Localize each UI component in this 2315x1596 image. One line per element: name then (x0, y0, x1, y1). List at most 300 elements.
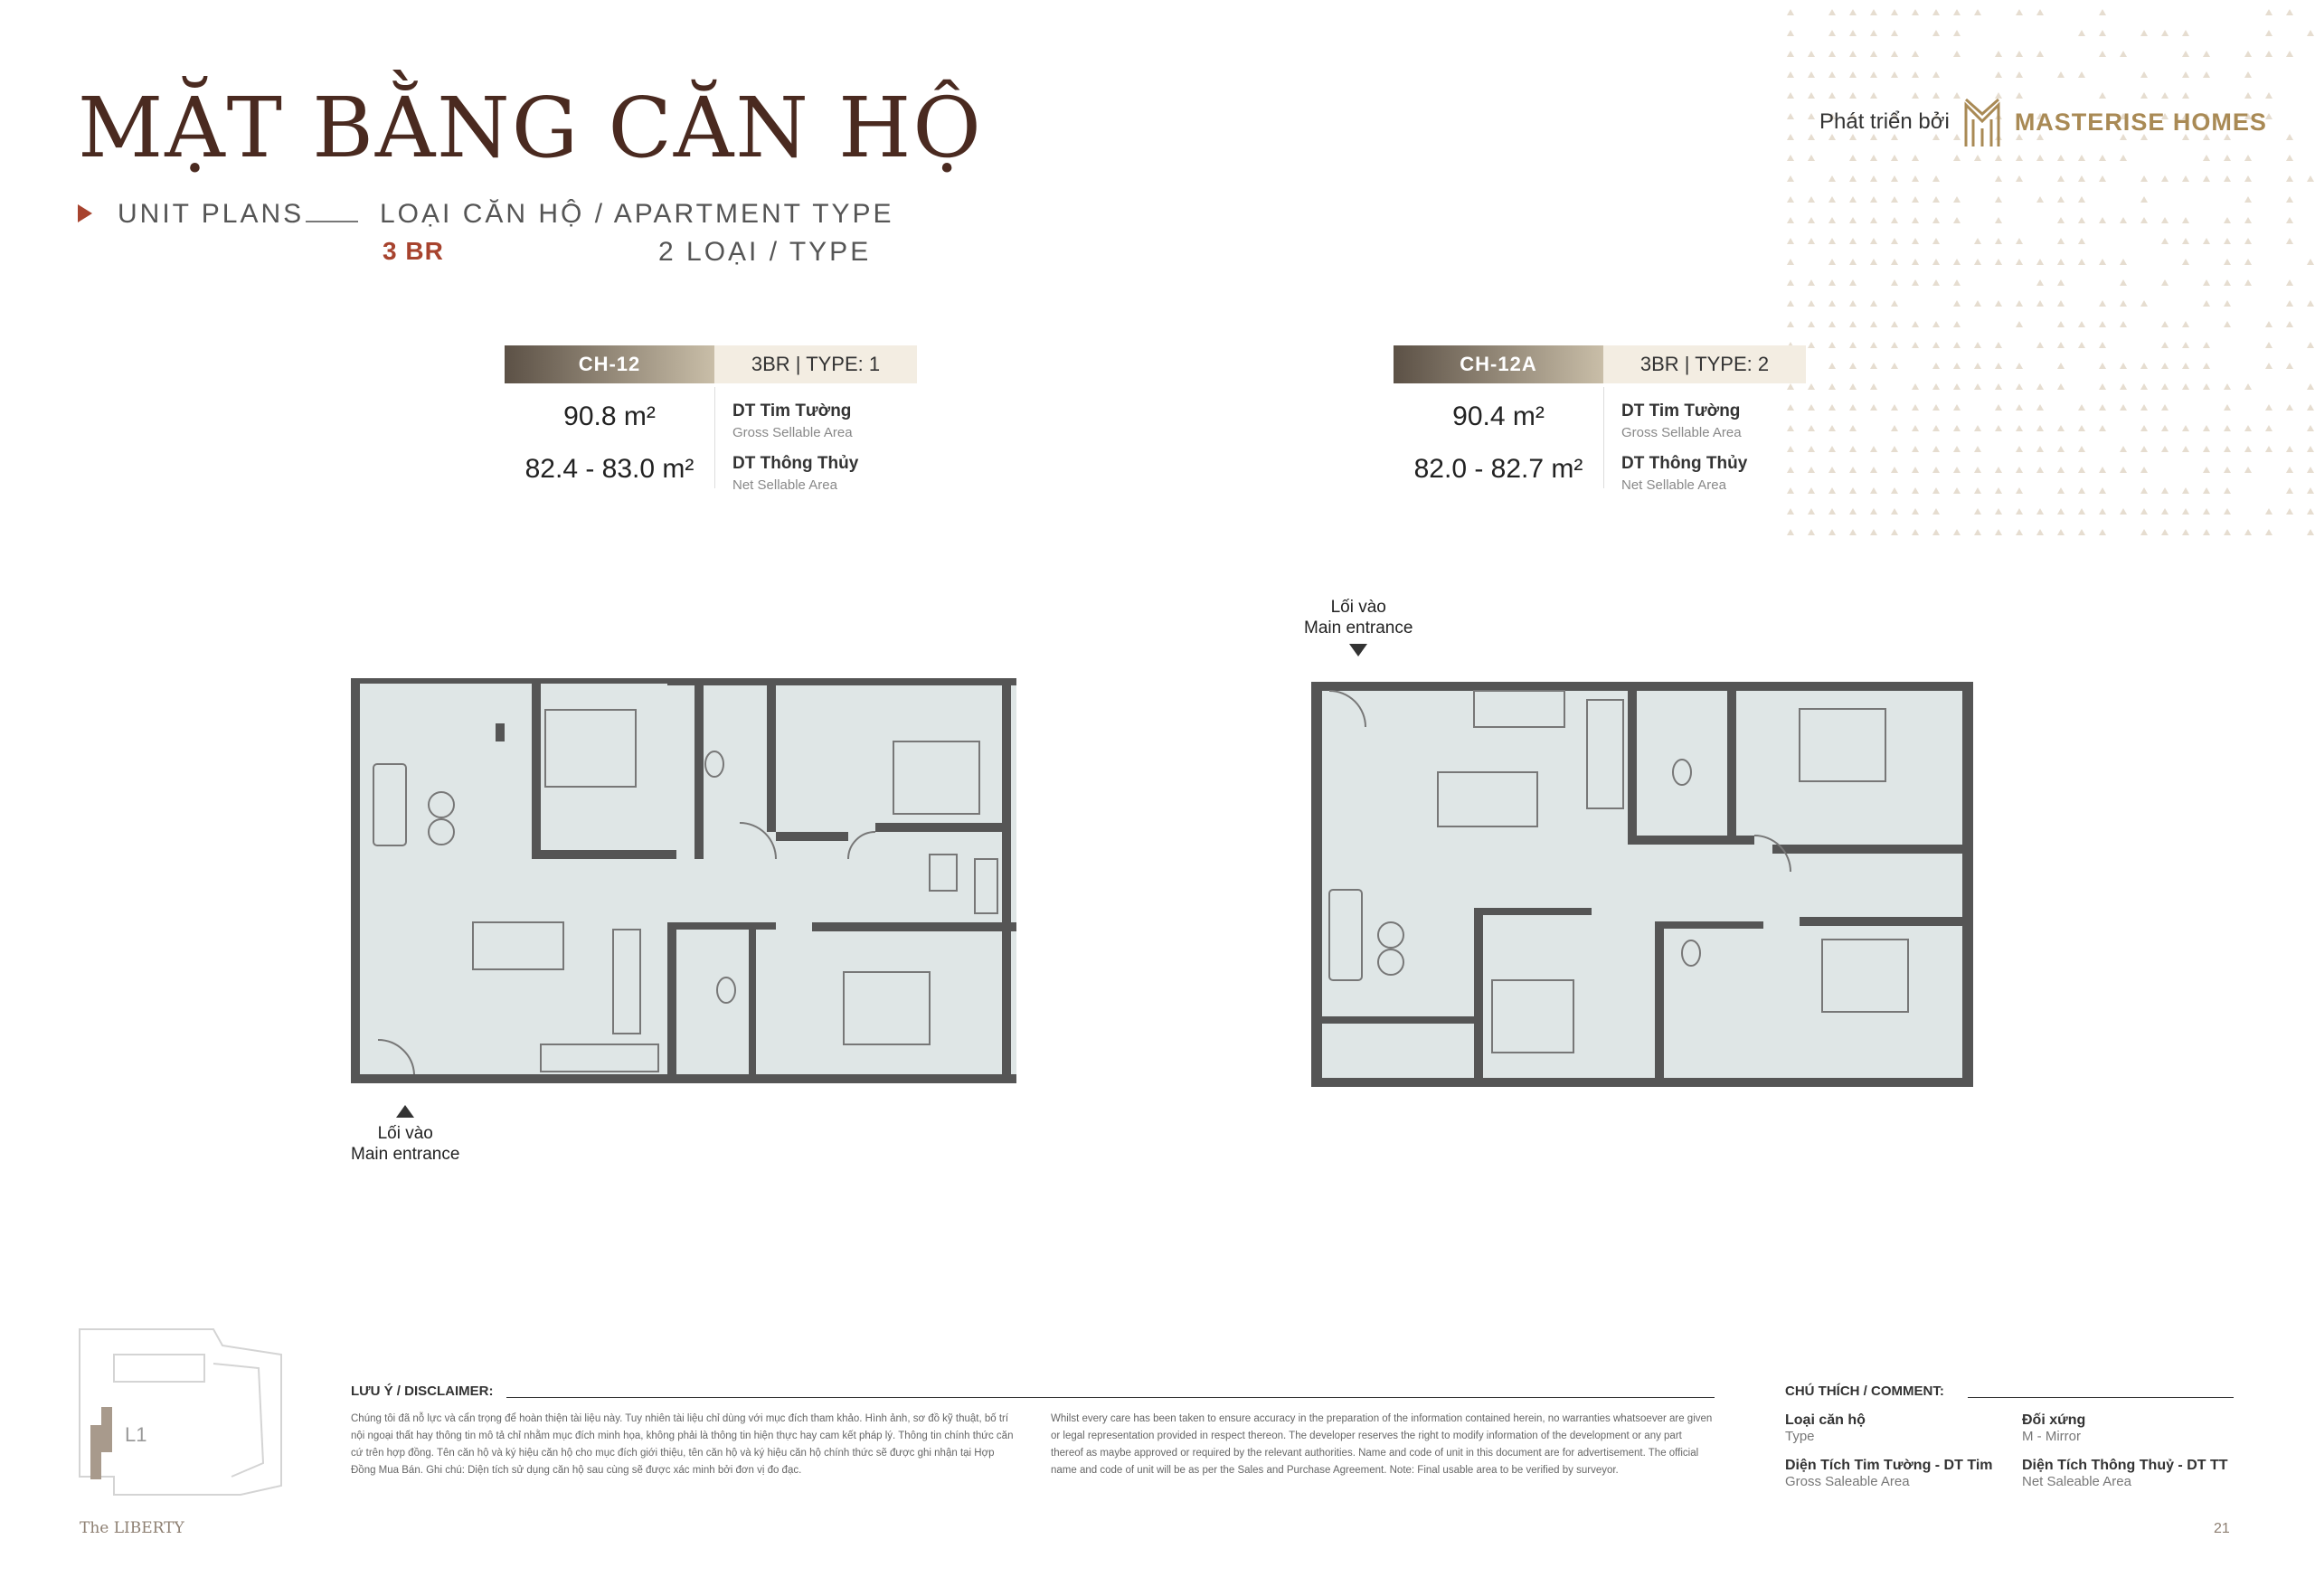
decorative-dot (2140, 529, 2148, 535)
decorative-dot (2078, 321, 2085, 327)
divider (1603, 387, 1604, 488)
decorative-dot (1995, 71, 2002, 78)
decorative-dot (2099, 321, 2106, 327)
decorative-dot (2161, 175, 2169, 182)
decorative-dot (2182, 383, 2189, 390)
decorative-dot (2140, 425, 2148, 431)
decorative-dot (2224, 238, 2231, 244)
project-name: The LIBERTY (80, 1519, 184, 1537)
decorative-dot (1787, 300, 1794, 307)
decorative-dot (1828, 508, 1836, 515)
decorative-dot (1912, 467, 1919, 473)
decorative-dot (2057, 383, 2065, 390)
decorative-dot (2016, 425, 2023, 431)
decorative-dot (1828, 259, 1836, 265)
key-plan-label: L1 (125, 1423, 147, 1446)
decorative-dot (2203, 425, 2210, 431)
legend-item-net-area (2022, 1458, 2228, 1489)
decorative-dot (1912, 9, 1919, 15)
decorative-dot (1953, 9, 1961, 15)
decorative-dot (1891, 51, 1898, 57)
decorative-dot (1808, 155, 1815, 161)
decorative-dot (2286, 508, 2293, 515)
decorative-dot (2307, 529, 2314, 535)
decorative-dot (2307, 446, 2314, 452)
decorative-dot (1932, 508, 1940, 515)
decorative-dot (1870, 529, 1877, 535)
decorative-dot (2286, 487, 2293, 494)
decorative-dot (1891, 446, 1898, 452)
decorative-dot (2140, 383, 2148, 390)
decorative-dot (2078, 259, 2085, 265)
decorative-dot (2099, 467, 2106, 473)
decorative-dot (1787, 196, 1794, 203)
decorative-dot (2078, 467, 2085, 473)
decorative-dot (1953, 404, 1961, 411)
decorative-dot (1995, 363, 2002, 369)
decorative-dot (1808, 279, 1815, 286)
decorative-dot (2016, 446, 2023, 452)
decorative-dot (2099, 383, 2106, 390)
decorative-dot (2120, 155, 2127, 161)
decorative-dot (2307, 342, 2314, 348)
decorative-dot (1787, 155, 1794, 161)
decorative-dot (2099, 425, 2106, 431)
decorative-dot (1849, 71, 1857, 78)
decorative-dot (1953, 279, 1961, 286)
decorative-dot (2099, 30, 2106, 36)
gross-area-value: 90.8 m² (563, 401, 656, 431)
decorative-dot (1891, 487, 1898, 494)
decorative-dot (2016, 321, 2023, 327)
decorative-dot (1891, 425, 1898, 431)
decorative-dot (1787, 529, 1794, 535)
decorative-dot (1932, 487, 1940, 494)
building-key-plan (78, 1327, 286, 1499)
decorative-dot (2244, 446, 2252, 452)
decorative-dot (2182, 71, 2189, 78)
decorative-dot (1974, 508, 1981, 515)
decorative-dot (2161, 363, 2169, 369)
decorative-dot (2140, 467, 2148, 473)
decorative-dot (1912, 342, 1919, 348)
decorative-dot (2036, 508, 2044, 515)
play-arrow-icon (78, 204, 92, 222)
entrance-label-vi: Lối vào (377, 1124, 433, 1143)
decorative-dot (1932, 467, 1940, 473)
decorative-dot (1912, 175, 1919, 182)
decorative-dot (1912, 446, 1919, 452)
decorative-dot (1828, 467, 1836, 473)
decorative-dot (1870, 508, 1877, 515)
net-area-value: 82.4 - 83.0 m² (524, 454, 694, 484)
unit-type: 3BR | TYPE: 1 (714, 345, 917, 383)
decorative-dot (2286, 279, 2293, 286)
decorative-dot (2016, 467, 2023, 473)
decorative-dot (2286, 404, 2293, 411)
decorative-dot (1891, 279, 1898, 286)
decorative-dot (2078, 30, 2085, 36)
decorative-dot (2224, 175, 2231, 182)
decorative-dot (1808, 71, 1815, 78)
decorative-dot (2078, 404, 2085, 411)
decorative-dot (2224, 508, 2231, 515)
decorative-dot (1891, 71, 1898, 78)
decorative-dot (1808, 51, 1815, 57)
decorative-dot (1849, 238, 1857, 244)
decorative-dot (1849, 404, 1857, 411)
decorative-dot (1912, 321, 1919, 327)
decorative-dot (2140, 446, 2148, 452)
decorative-dot (2120, 51, 2127, 57)
decorative-dot (1974, 363, 1981, 369)
decorative-dot (2307, 487, 2314, 494)
decorative-dot (2161, 529, 2169, 535)
decorative-dot (2078, 508, 2085, 515)
decorative-dot (2161, 404, 2169, 411)
decorative-dot (1787, 321, 1794, 327)
decorative-dot (2286, 9, 2293, 15)
decorative-dot (2078, 155, 2085, 161)
entrance-label-vi: Lối vào (1330, 598, 1386, 617)
decorative-dot (2265, 529, 2272, 535)
decorative-dot (2203, 238, 2210, 244)
decorative-dot (1912, 196, 1919, 203)
decorative-dot (2203, 383, 2210, 390)
triangle-down-icon (1349, 644, 1367, 656)
decorative-dot (2161, 30, 2169, 36)
decorative-dot (1912, 425, 1919, 431)
decorative-dot (2036, 279, 2044, 286)
decorative-dot (1974, 446, 1981, 452)
decorative-dot (1849, 9, 1857, 15)
decorative-dot (1808, 92, 1815, 99)
decorative-dot (1808, 196, 1815, 203)
decorative-dot (1995, 404, 2002, 411)
decorative-dot (2307, 383, 2314, 390)
decorative-dot (2244, 196, 2252, 203)
decorative-dot (2203, 467, 2210, 473)
decorative-dot (2016, 238, 2023, 244)
decorative-dot (1953, 30, 1961, 36)
decorative-dot (2057, 529, 2065, 535)
decorative-dot (2224, 467, 2231, 473)
decorative-dot (2182, 30, 2189, 36)
decorative-dot (1891, 30, 1898, 36)
decorative-dot (1828, 30, 1836, 36)
decorative-dot (2244, 175, 2252, 182)
decorative-dot (2224, 425, 2231, 431)
decorative-dot (1891, 321, 1898, 327)
brand-name: MASTERISE HOMES (2014, 108, 2267, 136)
decorative-dot (2120, 279, 2127, 286)
decorative-dot (1912, 51, 1919, 57)
decorative-dot (1912, 487, 1919, 494)
decorative-dot (1995, 467, 2002, 473)
unit-code: CH-12 (505, 345, 714, 383)
decorative-dot (2161, 238, 2169, 244)
decorative-dot (1828, 363, 1836, 369)
decorative-dot (1808, 134, 1815, 140)
decorative-dot (1932, 363, 1940, 369)
decorative-dot (1870, 51, 1877, 57)
decorative-dot (1891, 300, 1898, 307)
decorative-dot (1974, 425, 1981, 431)
unit-info-ch-12 (505, 345, 921, 499)
page-number: 21 (2214, 1521, 2230, 1536)
decorative-dot (2203, 155, 2210, 161)
decorative-dot (1932, 238, 1940, 244)
decorative-dot (1995, 487, 2002, 494)
decorative-dot (1953, 342, 1961, 348)
decorative-dot (2036, 51, 2044, 57)
decorative-dot (2120, 404, 2127, 411)
decorative-dot (2120, 300, 2127, 307)
decorative-dot (2224, 155, 2231, 161)
decorative-dot (1849, 259, 1857, 265)
decorative-dot (2120, 363, 2127, 369)
decorative-dot (1808, 217, 1815, 223)
decorative-dot (1870, 342, 1877, 348)
decorative-dot (2120, 467, 2127, 473)
decorative-dot (1932, 446, 1940, 452)
comment-heading: CHÚ THÍCH / COMMENT: (1785, 1384, 1944, 1399)
decorative-dot (2016, 300, 2023, 307)
decorative-dot (2244, 238, 2252, 244)
decorative-dot (1932, 71, 1940, 78)
decorative-dot (1787, 259, 1794, 265)
decorative-dot (2265, 51, 2272, 57)
decorative-dot (2078, 71, 2085, 78)
decorative-dot (2016, 71, 2023, 78)
decorative-dot (2265, 30, 2272, 36)
legend-value: Net Saleable Area (2022, 1474, 2131, 1489)
decorative-dot (1953, 467, 1961, 473)
decorative-dot (2099, 342, 2106, 348)
decorative-dot (2182, 259, 2189, 265)
decorative-dot (1849, 529, 1857, 535)
decorative-dot (1953, 383, 1961, 390)
decorative-dot (1974, 467, 1981, 473)
legend-key: Diện Tích Thông Thuỷ - DT TT (2022, 1458, 2228, 1473)
decorative-dot (1932, 404, 1940, 411)
decorative-dot (2099, 363, 2106, 369)
decorative-dot (2286, 363, 2293, 369)
decorative-dot (2099, 529, 2106, 535)
decorative-dot (1995, 529, 2002, 535)
decorative-dot (2036, 425, 2044, 431)
decorative-dot (1891, 175, 1898, 182)
decorative-dot (1995, 196, 2002, 203)
decorative-dot (1891, 342, 1898, 348)
decorative-dot (1912, 155, 1919, 161)
decorative-dot (2161, 342, 2169, 348)
unit-code: CH-12A (1394, 345, 1603, 383)
decorative-dot (1787, 113, 1794, 119)
decorative-dot (2307, 425, 2314, 431)
decorative-dot (1974, 487, 1981, 494)
disclaimer-text-vi: Chúng tôi đã nỗ lực và cẩn trọng để hoàn thiện tài liệu này. Tuy nhiên tài liệu chỉ dùng với mục đích tham khảo. Hình ảnh, sơ đồ kỹ thuật, bố trí nội ngoại thất hay thông tin mô tả chỉ nhằm mục đích minh họa, không phải là thông tin hiện thực hay cam kết pháp lý. Thông tin chính thức căn cứ trên hợp đồng. Tên căn hộ và ký hiệu căn hộ cho mục đích giới thiệu, tên căn hộ và ký hiệu căn hộ chính thức sẽ được ghi nhận tại Hợp Đồng Mua Bán. Ghi chú: Diện tích sử dụng căn hộ sau cùng sẽ được xác minh bởi đơn vị đo đạc. (351, 1413, 1014, 1476)
legend-item-mirror (2022, 1412, 2085, 1444)
decorative-dot (2286, 238, 2293, 244)
decorative-dot (1912, 508, 1919, 515)
decorative-dot (2244, 51, 2252, 57)
decorative-dot (2078, 342, 2085, 348)
decorative-dot (2161, 446, 2169, 452)
decorative-dot (2099, 9, 2106, 15)
decorative-dot (1953, 259, 1961, 265)
decorative-dot (1995, 383, 2002, 390)
decorative-dot (1953, 196, 1961, 203)
triangle-up-icon (396, 1105, 414, 1118)
decorative-dot (2036, 404, 2044, 411)
decorative-dot (1995, 238, 2002, 244)
decorative-dot (1849, 383, 1857, 390)
decorative-dot (2161, 487, 2169, 494)
decorative-dot (2307, 508, 2314, 515)
decorative-dot (1828, 300, 1836, 307)
decorative-dot (1787, 51, 1794, 57)
decorative-dot (2078, 196, 2085, 203)
gross-area-label-en: Gross Sellable Area (732, 425, 853, 440)
decorative-dot (1932, 217, 1940, 223)
decorative-dot (1787, 30, 1794, 36)
decorative-dot (1870, 30, 1877, 36)
decorative-dot (2224, 259, 2231, 265)
decorative-dot (1828, 175, 1836, 182)
entrance-label-en: Main entrance (1304, 619, 1413, 637)
decorative-dot (2244, 467, 2252, 473)
decorative-dot (2161, 425, 2169, 431)
decorative-dot (2265, 363, 2272, 369)
decorative-dot (2099, 175, 2106, 182)
decorative-dot (1870, 446, 1877, 452)
decorative-dot (2265, 446, 2272, 452)
decorative-dot (2057, 508, 2065, 515)
decorative-dot (2078, 487, 2085, 494)
decorative-dot (2203, 175, 2210, 182)
decorative-dot (2016, 487, 2023, 494)
decorative-dot (2120, 321, 2127, 327)
decorative-dot (2286, 321, 2293, 327)
decorative-dot (2224, 300, 2231, 307)
decorative-dot (2203, 363, 2210, 369)
decorative-dot (2244, 383, 2252, 390)
decorative-dot (2224, 279, 2231, 286)
decorative-dot (2016, 383, 2023, 390)
decorative-dot (1953, 51, 1961, 57)
legend-item-type (1785, 1412, 1866, 1444)
decorative-dot (1849, 321, 1857, 327)
decorative-dot (2099, 487, 2106, 494)
decorative-dot (1828, 196, 1836, 203)
decorative-dot (2099, 259, 2106, 265)
decorative-dot (2120, 217, 2127, 223)
decorative-dot (2182, 446, 2189, 452)
decorative-dot (2161, 508, 2169, 515)
decorative-dot (2286, 300, 2293, 307)
decorative-dot (1849, 446, 1857, 452)
decorative-dot (1953, 217, 1961, 223)
decorative-dot (2182, 238, 2189, 244)
divider (306, 221, 358, 222)
decorative-dot (1870, 71, 1877, 78)
decorative-dot (2182, 425, 2189, 431)
unit-type: 3BR | TYPE: 2 (1603, 345, 1806, 383)
decorative-dot (2244, 155, 2252, 161)
decorative-dot (1912, 71, 1919, 78)
net-area-value: 82.0 - 82.7 m² (1413, 454, 1583, 484)
decorative-dot (2161, 217, 2169, 223)
decorative-dot (1849, 196, 1857, 203)
decorative-dot (1828, 383, 1836, 390)
decorative-dot (2078, 446, 2085, 452)
decorative-dot (1974, 259, 1981, 265)
decorative-dot (2099, 404, 2106, 411)
decorative-dot (2140, 363, 2148, 369)
masterise-logo-icon (1962, 96, 2002, 148)
decorative-dot (2244, 259, 2252, 265)
decorative-dot (2016, 9, 2023, 15)
net-area-label-en: Net Sellable Area (732, 477, 837, 493)
decorative-dot (1953, 300, 1961, 307)
decorative-dot (1912, 279, 1919, 286)
decorative-dot (1912, 217, 1919, 223)
main-entrance-marker-ch-12a (1304, 597, 1413, 656)
decorative-dot (2182, 342, 2189, 348)
decorative-dot (2244, 425, 2252, 431)
decorative-dot (1870, 155, 1877, 161)
decorative-dot (2099, 155, 2106, 161)
decorative-dot (2140, 508, 2148, 515)
decorative-dot (2286, 51, 2293, 57)
decorative-dot (2140, 217, 2148, 223)
decorative-dot (1808, 321, 1815, 327)
decorative-dot (1932, 9, 1940, 15)
disclaimer-text-en: Whilst every care has been taken to ensure accuracy in the preparation of the information contained herein, no warranties whatsoever are given or legal representation provided in respect thereon. The developer reserves the right to modify information of the development or any part thereof as maybe approved or required by the relevant authorities. Name and code of unit in this document are for advertisement. The official name and code of unit will be as per the Sales and Purchase Agreement. Note: Final usable area to be verified by surveyor. (1051, 1413, 1713, 1476)
decorative-dot (1953, 425, 1961, 431)
decorative-dot (2265, 508, 2272, 515)
floor-plan-ch-12 (351, 678, 1016, 1083)
decorative-dot (1787, 71, 1794, 78)
decorative-dot (1828, 446, 1836, 452)
decorative-dot (1828, 529, 1836, 535)
decorative-dot (2036, 529, 2044, 535)
gross-area-label: DT Tim Tường (732, 401, 852, 420)
decorative-dot (1870, 300, 1877, 307)
decorative-dot (1912, 238, 1919, 244)
decorative-dot (1912, 404, 1919, 411)
decorative-dot (1932, 279, 1940, 286)
decorative-dot (2203, 342, 2210, 348)
decorative-dot (1787, 217, 1794, 223)
decorative-dot (1828, 425, 1836, 431)
decorative-dot (1974, 155, 1981, 161)
decorative-dot (2057, 259, 2065, 265)
decorative-dot (2016, 175, 2023, 182)
decorative-dot (1870, 217, 1877, 223)
decorative-dot (1828, 342, 1836, 348)
decorative-dot (2307, 404, 2314, 411)
decorative-dot (1932, 321, 1940, 327)
divider (1968, 1397, 2234, 1398)
decorative-dot (2036, 383, 2044, 390)
decorative-dot (1995, 342, 2002, 348)
decorative-dot (2120, 383, 2127, 390)
decorative-dot (1932, 196, 1940, 203)
decorative-dot (1870, 321, 1877, 327)
decorative-dot (2078, 217, 2085, 223)
